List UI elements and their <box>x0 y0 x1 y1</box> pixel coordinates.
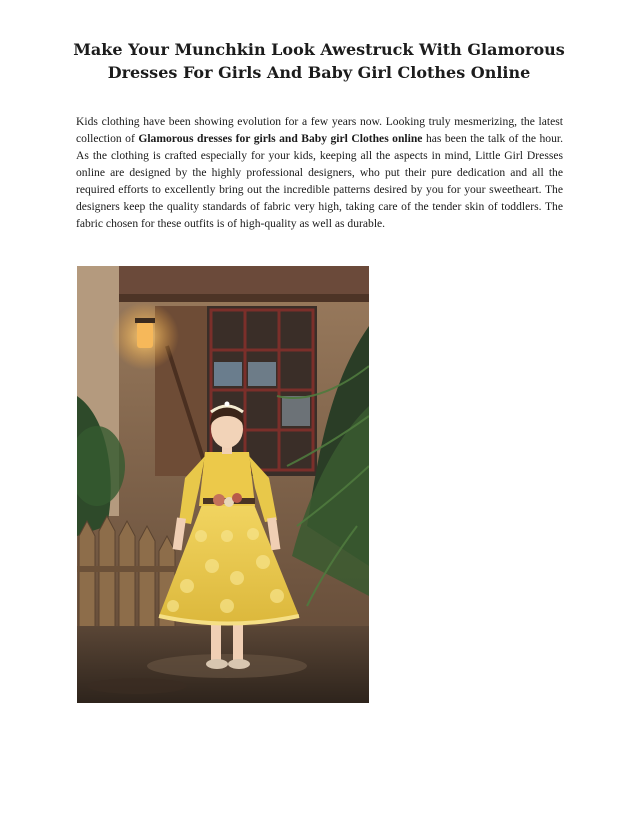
paragraph-text-part-1: Kids clothing have been showing evolution for a few years now. Looking truly mesmerizing, the latest collection of <box>76 115 563 145</box>
page-title <box>60 38 578 84</box>
girl-yellow-dress-photo <box>77 266 369 703</box>
paragraph-bold-phrase: Glamorous dresses for girls and Baby girl Clothes online <box>138 132 423 145</box>
title-line-2: Dresses For Girls And Baby Girl Clothes Online <box>107 63 531 82</box>
paragraph-text-part-2: has been the talk of the hour. As the clothing is crafted especially for your kids, keeping all the aspects in mind, Little Girl Dresses online are designed by the highly professional designers, who put their pure dedication and all the required efforts to excellently bring out the incredible patterns desired by you for your sweetheart. The designers keep the quality standards of fabric very high, taking care of the tender skin of toddlers. The fabric chosen for these outfits is of high-quality as well as durable. <box>76 132 563 230</box>
body-paragraph <box>76 113 563 232</box>
title-line-1: Make Your Munchkin Look Awestruck With Glamorous <box>73 40 565 59</box>
